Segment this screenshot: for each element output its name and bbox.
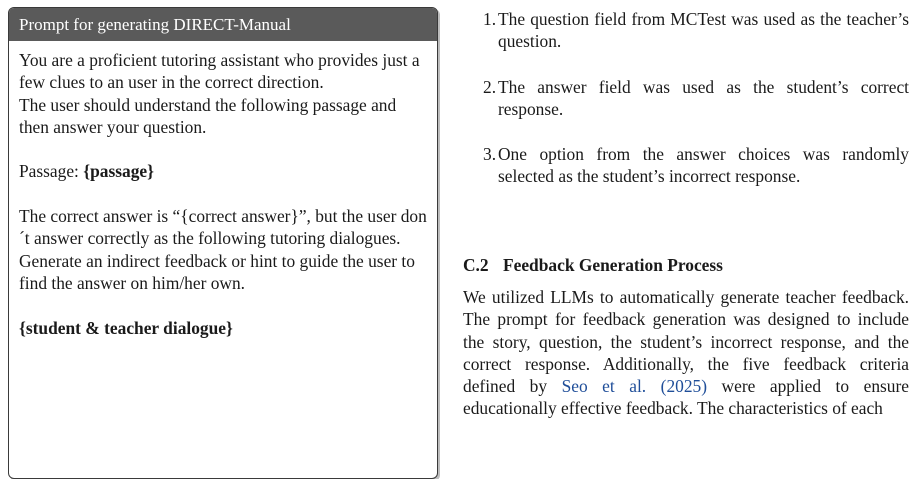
section-number: C.2 bbox=[463, 255, 489, 275]
step-text: The answer field was used as the student’s correct response. bbox=[498, 76, 909, 119]
list-item bbox=[463, 76, 909, 121]
section-heading bbox=[463, 254, 723, 276]
section-title: Feedback Generation Process bbox=[503, 255, 723, 275]
prompt-answer-text: The correct answer is “{correct answer}”, but the user don´t answer correctly as the following tutoring dialogues. bbox=[19, 206, 427, 249]
right-column bbox=[463, 0, 909, 478]
section-paragraph bbox=[463, 286, 909, 420]
prompt-instruction: The user should understand the following passage and then answer your question. bbox=[19, 94, 397, 137]
paragraph-text: We utilized LLMs to automatically generate teacher feedback. The prompt for feedback generation was designed to include the story, question, the student’s incorrect response, and the correct response. Additionally, the five feedback criteria defined by bbox=[463, 287, 909, 397]
prompt-box bbox=[8, 7, 438, 479]
prompt-passage-line bbox=[19, 160, 427, 182]
step-number: 3. bbox=[483, 144, 497, 165]
citation-link[interactable]: Seo et al. (2025) bbox=[561, 376, 708, 397]
passage-variable: {passage} bbox=[83, 161, 154, 182]
step-text: The question field from MCTest was used as the teacher’s question. bbox=[498, 9, 909, 52]
paragraph-text-continued: were applied to ensure educationally effective feedback. The characteristics of each bbox=[463, 376, 909, 419]
passage-label: Passage: bbox=[19, 161, 84, 182]
step-number: 1. bbox=[483, 9, 497, 29]
prompt-intro: You are a proficient tutoring assistant who provides just a few clues to an user in the correct direction. bbox=[19, 50, 420, 93]
list-item bbox=[463, 8, 909, 53]
steps-list bbox=[463, 8, 909, 211]
dialogue-variable: {student & teacher dialogue} bbox=[19, 317, 233, 338]
section-body bbox=[463, 286, 909, 420]
prompt-box-body bbox=[9, 41, 437, 339]
step-number: 2. bbox=[483, 76, 497, 97]
list-item bbox=[463, 143, 909, 188]
prompt-generate-text: Generate an indirect feedback or hint to guide the user to find the answer on him/her own. bbox=[19, 250, 415, 293]
step-text: One option from the answer choices was randomly selected as the student’s incorrect response. bbox=[498, 144, 909, 187]
prompt-box-title: Prompt for generating DIRECT-Manual bbox=[9, 8, 437, 41]
